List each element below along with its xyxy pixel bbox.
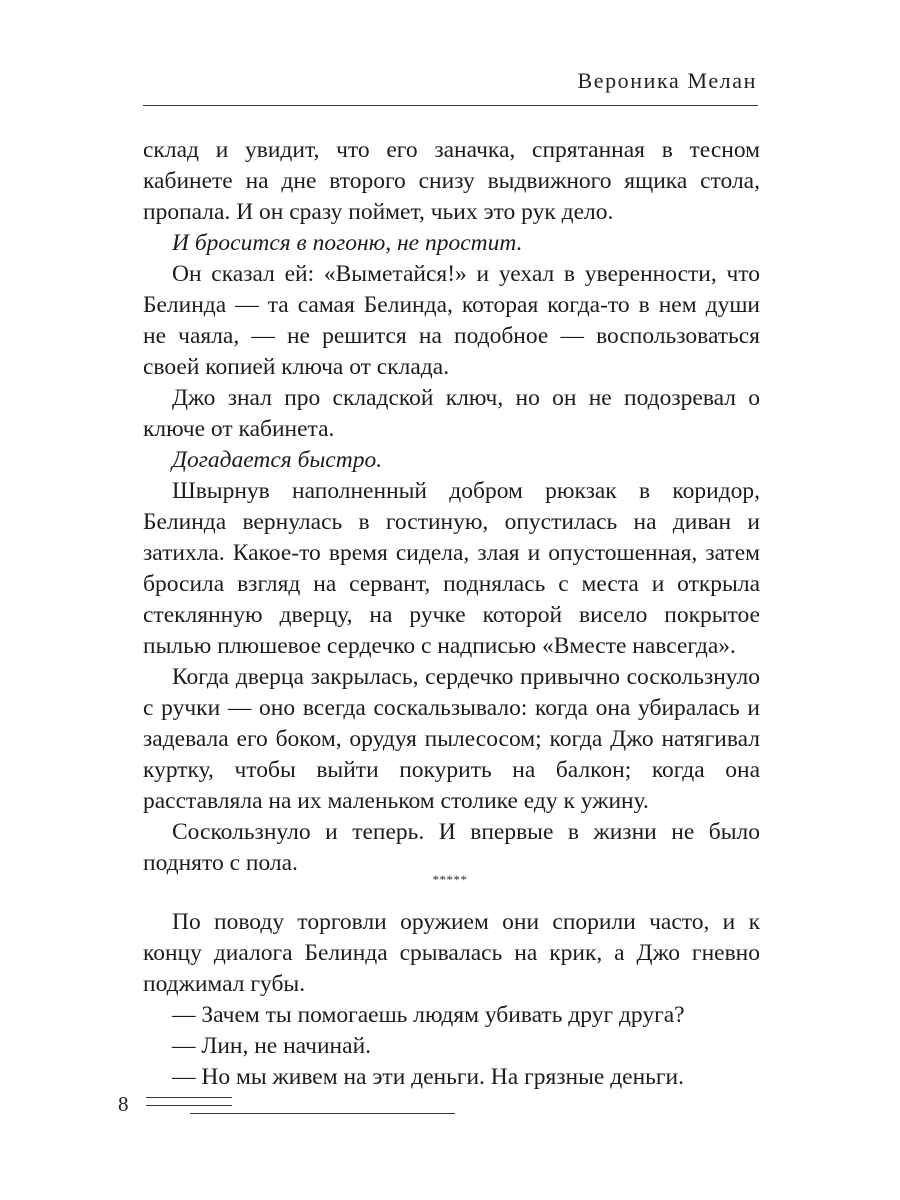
text-block-before-break [143,135,760,879]
paragraph-italic: И бросится в погоню, не простит. [172,230,523,256]
text-block-after-break [143,907,760,1093]
dialogue-line: — Но мы живем на эти деньги. На грязные деньги. [172,1064,684,1090]
paragraph: По поводу торговли оружием они спорили часто, и к концу диалога Белинда срывалась на крик, а Джо гневно поджимал губы. [143,909,760,997]
header-rule [143,105,758,106]
dialogue-line: — Зачем ты помогаешь людям убивать друг друга? [172,1002,685,1028]
page-number: 8 [118,1092,129,1116]
footer-rule-short-top [146,1097,232,1098]
footer-rule-short-bottom [146,1105,232,1106]
paragraph: Джо знал про складской ключ, но он не подозревал о ключе от кабинета. [143,385,760,442]
dialogue-line: — Лин, не начинай. [172,1033,372,1059]
paragraph: склад и увидит, что его заначка, спрятанная в тесном кабинете на дне второго снизу выдвижного ящика стола, пропала. И он сразу поймет, чьих это рук дело. [143,137,760,225]
paragraph: Швырнув наполненный добром рюкзак в коридор, Белинда вернулась в гостиную, опустилась на диван и затихла. Какое-то время сидела, злая и опустошенная, затем бросила взгляд на сервант, поднялась с места и открыла стеклянную дверцу, на ручке которой висело покрытое пылью плюшевое сердечко с надписью «Вместе навсегда». [143,478,760,659]
paragraph: Соскользнуло и теперь. И впервые в жизни не было поднято с пола. [143,819,760,876]
section-break-asterisks: ***** [432,872,468,887]
paragraph: Когда дверца закрылась, сердечко привычно соскользнуло с ручки — оно всегда соскальзывало: когда она убиралась и задевала его боком, орудуя пылесосом; когда Джо натягивал куртку, чтобы выйти покурить на балкон; когда она расставляла на их маленьком столике еду к ужину. [143,664,760,814]
footer-rule-long [190,1113,455,1114]
paragraph: Он сказал ей: «Выметайся!» и уехал в уверенности, что Белинда — та самая Белинда, которая когда-то в нем души не чаяла, — не решится на подобное — воспользоваться своей копией ключа от склада. [143,261,760,380]
paragraph-italic: Догадается быстро. [172,447,383,473]
running-head-author: Вероника Мелан [577,68,757,93]
